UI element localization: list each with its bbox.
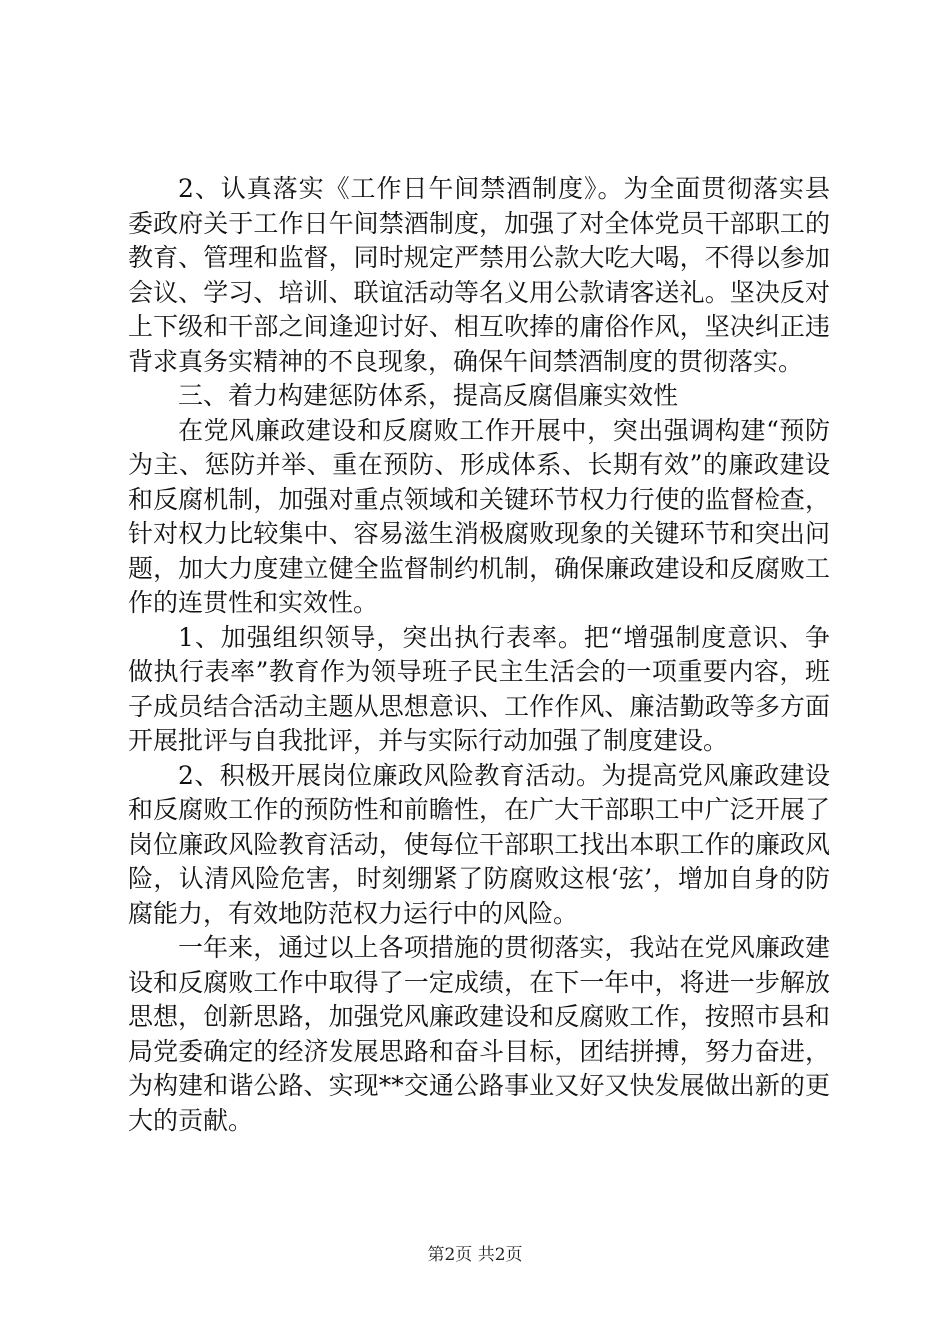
paragraph-conclusion: 一年来，通过以上各项措施的贯彻落实，我站在党风廉政建设和反腐败工作中取得了一定成绩，在下一年中，将进一步解放思想，创新思路，加强党风廉政建设和反腐败工作，按照市县和局党委确定的经济发展思路和奋斗目标，团结拼搏，努力奋进，为构建和谐公路、实现**交通公路事业又好又快发展做出新的更大的贡献。 [128, 933, 830, 1135]
paragraph-ban-lunch-drinking: 2、认真落实《工作日午间禁酒制度》。为全面贯彻落实县委政府关于工作日午间禁酒制度，加强了对全体党员干部职工的教育、管理和监督，同时规定严禁用公款大吃大喝，不得以参加会议、学习、培训、联谊活动等名义用公款请客送礼。坚决反对上下级和干部之间逢迎讨好、相互吹捧的庸俗作风，坚决纠正违背求真务实精神的不良现象，确保午间禁酒制度的贯彻落实。 [128, 174, 830, 376]
paragraph-leadership: 1、加强组织领导，突出执行表率。把“增强制度意识、争做执行表率”教育作为领导班子民主生活会的一项重要内容，班子成员结合活动主题从思想意识、工作作风、廉洁勤政等多方面开展批评与自我批评，并与实际行动加强了制度建设。 [128, 622, 830, 755]
page-footer: 第2页 共2页 [427, 1245, 523, 1265]
document-body [128, 172, 830, 1138]
paragraph-risk-education: 2、积极开展岗位廉政风险教育活动。为提高党风廉政建设和反腐败工作的预防性和前瞻性，在广大干部职工中广泛开展了岗位廉政风险教育活动，使每位干部职工找出本职工作的廉政风险，认清风险危害，时刻绷紧了防腐败这根‘弦’，增加自身的防腐能力，有效地防范权力运行中的风险。 [128, 760, 830, 928]
section-heading-3: 三、着力构建惩防体系，提高反腐倡廉实效性 [178, 381, 679, 410]
paragraph-section-3-intro: 在党风廉政建设和反腐败工作开展中，突出强调构建“预防为主、惩防并举、重在预防、形成体系、长期有效”的廉政建设和反腐机制，加强对重点领域和关键环节权力行使的监督检查，针对权力比较集中、容易滋生消极腐败现象的关键环节和突出问题，加大力度建立健全监督制约机制，确保廉政建设和反腐败工作的连贯性和实效性。 [128, 415, 830, 617]
